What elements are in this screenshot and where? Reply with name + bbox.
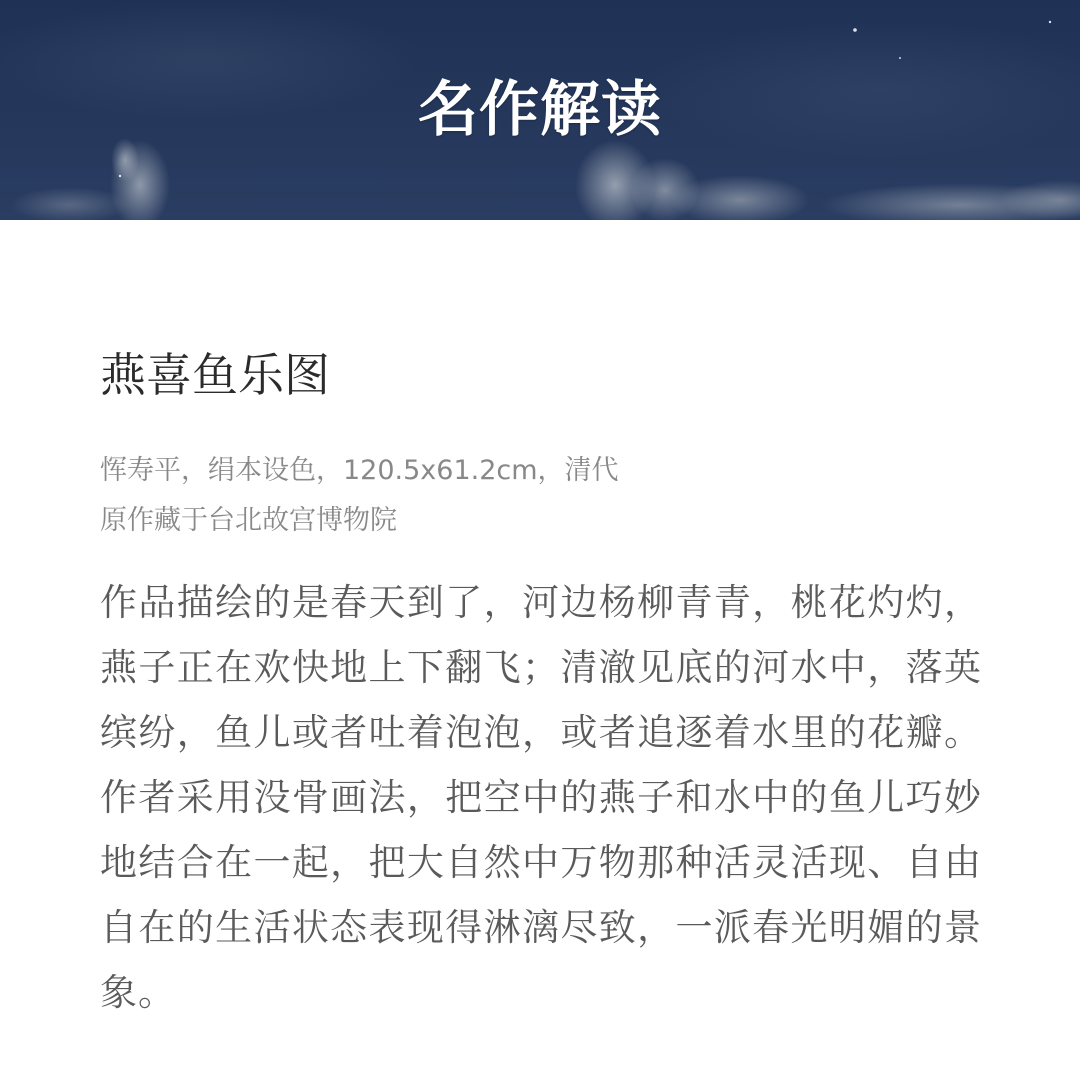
artwork-title: 燕喜鱼乐图 bbox=[100, 348, 330, 402]
artwork-meta-line-artist-medium-size-era: 恽寿平，绢本设色，120.5x61.2cm，清代 bbox=[100, 455, 619, 486]
artwork-meta-line-collection: 原作藏于台北故宫博物院 bbox=[100, 505, 397, 536]
artwork-description: 作品描绘的是春天到了，河边杨柳青青，桃花灼灼，燕子正在欢快地上下翻飞；清澈见底的河水中，落英缤纷，鱼儿或者吐着泡泡，或者追逐着水里的花瓣。作者采用没骨画法，把空中的燕子和水中的鱼儿巧妙地结合在一起，把大自然中万物那种活灵活现、自由自在的生活状态表现得淋漓尽致，一派春光明媚的景象。 bbox=[100, 581, 982, 1014]
artwork-meta bbox=[100, 446, 619, 546]
header-banner bbox=[0, 0, 1080, 220]
section-heading: 名作解读 bbox=[418, 75, 662, 145]
